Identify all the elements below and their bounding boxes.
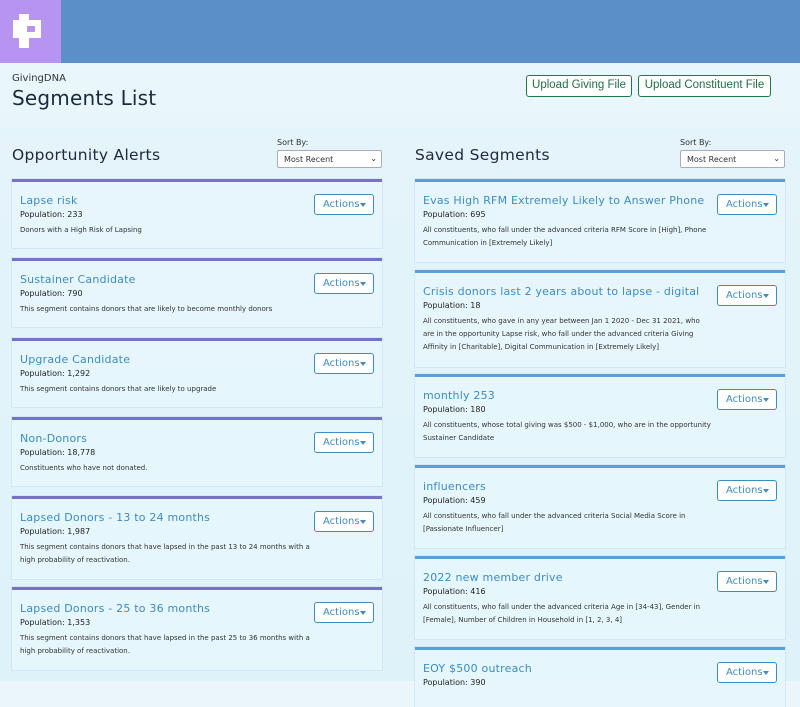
saved-segment-card	[415, 179, 785, 262]
app-name: GivingDNA	[12, 73, 66, 84]
saved-sort-value: Most Recent	[687, 155, 737, 164]
segment-description: All constituents, who fall under the advanced criteria RFM Score in [High], Phone Communication in [Extremely Likely]	[423, 226, 707, 247]
opp-segment-card	[12, 496, 382, 579]
actions-label: Actions	[323, 516, 360, 527]
opportunity-alerts-title: Opportunity Alerts	[12, 146, 161, 164]
segment-name-link[interactable]: Evas High RFM Extremely Likely to Answer Phone	[423, 194, 705, 207]
actions-dropdown-button[interactable]	[717, 571, 777, 592]
actions-dropdown-button[interactable]	[314, 353, 374, 374]
saved-sort-label: Sort By:	[680, 138, 712, 147]
saved-segment-card	[415, 556, 785, 639]
caret-down-icon	[360, 203, 366, 207]
actions-dropdown-button[interactable]	[717, 285, 777, 306]
caret-down-icon	[360, 611, 366, 615]
segment-name-link[interactable]: monthly 253	[423, 389, 495, 402]
caret-down-icon	[763, 398, 769, 402]
segment-population: Population: 459	[423, 496, 486, 505]
saved-segment-card	[415, 465, 785, 548]
chevron-down-icon: ⌄	[370, 154, 377, 163]
segment-name-link[interactable]: Non-Donors	[20, 432, 88, 445]
logo-icon	[13, 14, 47, 48]
segment-population: Population: 695	[423, 210, 486, 219]
actions-dropdown-button[interactable]	[314, 602, 374, 623]
segment-description: This segment contains donors that have lapsed in the past 25 to 36 months with a high probability of reactivation.	[20, 634, 310, 655]
opp-segment-card	[12, 417, 382, 486]
opp-segment-card	[12, 258, 382, 327]
segment-description: Constituents who have not donated.	[20, 464, 148, 472]
segment-description: This segment contains donors that are likely to become monthly donors	[20, 305, 273, 313]
saved-segment-card	[415, 374, 785, 457]
actions-label: Actions	[726, 394, 763, 405]
segment-description: All constituents, whose total giving was $500 - $1,000, who are in the opportunity Sustainer Candidate	[423, 421, 711, 442]
actions-label: Actions	[323, 607, 360, 618]
segment-name-link[interactable]: Lapsed Donors - 25 to 36 months	[20, 602, 211, 615]
saved-segments-title: Saved Segments	[415, 146, 550, 164]
opp-segment-card	[12, 179, 382, 248]
segment-population: Population: 790	[20, 289, 83, 298]
actions-label: Actions	[726, 290, 763, 301]
opp-segment-card	[12, 338, 382, 407]
segment-description: This segment contains donors that have lapsed in the past 13 to 24 months with a high probability of reactivation.	[20, 543, 310, 564]
opportunity-sort-label: Sort By:	[277, 138, 309, 147]
segment-population: Population: 180	[423, 405, 486, 414]
upload-giving-file-button[interactable]: Upload Giving File	[526, 75, 632, 97]
actions-dropdown-button[interactable]	[314, 511, 374, 532]
segment-description: Donors with a High Risk of Lapsing	[20, 226, 142, 234]
actions-dropdown-button[interactable]	[717, 662, 777, 683]
actions-label: Actions	[323, 358, 360, 369]
opportunity-sort-value: Most Recent	[284, 155, 334, 164]
top-bar	[0, 0, 800, 63]
actions-label: Actions	[323, 278, 360, 289]
segment-population: Population: 1,987	[20, 527, 91, 536]
actions-dropdown-button[interactable]	[314, 432, 374, 453]
actions-label: Actions	[323, 437, 360, 448]
segment-name-link[interactable]: Crisis donors last 2 years about to lapse - digital	[423, 285, 700, 298]
actions-dropdown-button[interactable]	[717, 480, 777, 501]
segment-description: All constituents, who fall under the advanced criteria Age in [34-43], Gender in [Female], Number of Children in Household in [1, 2, 3, 4]	[423, 603, 701, 624]
caret-down-icon	[763, 580, 769, 584]
segment-population: Population: 1,353	[20, 618, 91, 627]
actions-dropdown-button[interactable]	[717, 389, 777, 410]
segment-name-link[interactable]: EOY $500 outreach	[423, 662, 532, 675]
caret-down-icon	[360, 520, 366, 524]
caret-down-icon	[360, 362, 366, 366]
segment-population: Population: 416	[423, 587, 486, 596]
actions-dropdown-button[interactable]	[314, 273, 374, 294]
saved-segment-card	[415, 270, 785, 367]
app-logo[interactable]	[0, 0, 61, 63]
segment-name-link[interactable]: Lapsed Donors - 13 to 24 months	[20, 511, 211, 524]
caret-down-icon	[763, 671, 769, 675]
saved-sort-select[interactable]	[680, 150, 785, 168]
segment-name-link[interactable]: Upgrade Candidate	[20, 353, 131, 366]
actions-label: Actions	[726, 199, 763, 210]
caret-down-icon	[763, 203, 769, 207]
caret-down-icon	[360, 282, 366, 286]
caret-down-icon	[763, 294, 769, 298]
segment-description: All constituents, who fall under the advanced criteria Social Media Score in [Passionate Influencer]	[423, 512, 686, 533]
opportunity-sort-select[interactable]	[277, 150, 382, 168]
segment-population: Population: 18,778	[20, 448, 96, 457]
segment-name-link[interactable]: 2022 new member drive	[423, 571, 563, 584]
opp-segment-card	[12, 587, 382, 670]
segment-description: This segment contains donors that are likely to upgrade	[20, 385, 217, 393]
segment-population: Population: 18	[423, 301, 481, 310]
segment-name-link[interactable]: Sustainer Candidate	[20, 273, 136, 286]
actions-label: Actions	[323, 199, 360, 210]
actions-dropdown-button[interactable]	[717, 194, 777, 215]
segment-population: Population: 233	[20, 210, 83, 219]
page-title: Segments List	[12, 86, 157, 110]
segment-description: All constituents, who gave in any year between Jan 1 2020 - Dec 31 2021, who are in the opportunity Lapse risk, who fall under the advanced criteria Giving Affinity in [Charitable], Digital Communication in [Extremely Likely]	[423, 317, 700, 351]
actions-label: Actions	[726, 576, 763, 587]
saved-segment-card	[415, 647, 785, 707]
caret-down-icon	[360, 441, 366, 445]
chevron-down-icon: ⌄	[773, 154, 780, 163]
segment-population: Population: 390	[423, 678, 486, 687]
segment-name-link[interactable]: Lapse risk	[20, 194, 78, 207]
actions-dropdown-button[interactable]	[314, 194, 374, 215]
segment-name-link[interactable]: influencers	[423, 480, 486, 493]
actions-label: Actions	[726, 667, 763, 678]
upload-constituent-file-button[interactable]: Upload Constituent File	[638, 75, 771, 97]
segment-population: Population: 1,292	[20, 369, 91, 378]
caret-down-icon	[763, 489, 769, 493]
actions-label: Actions	[726, 485, 763, 496]
